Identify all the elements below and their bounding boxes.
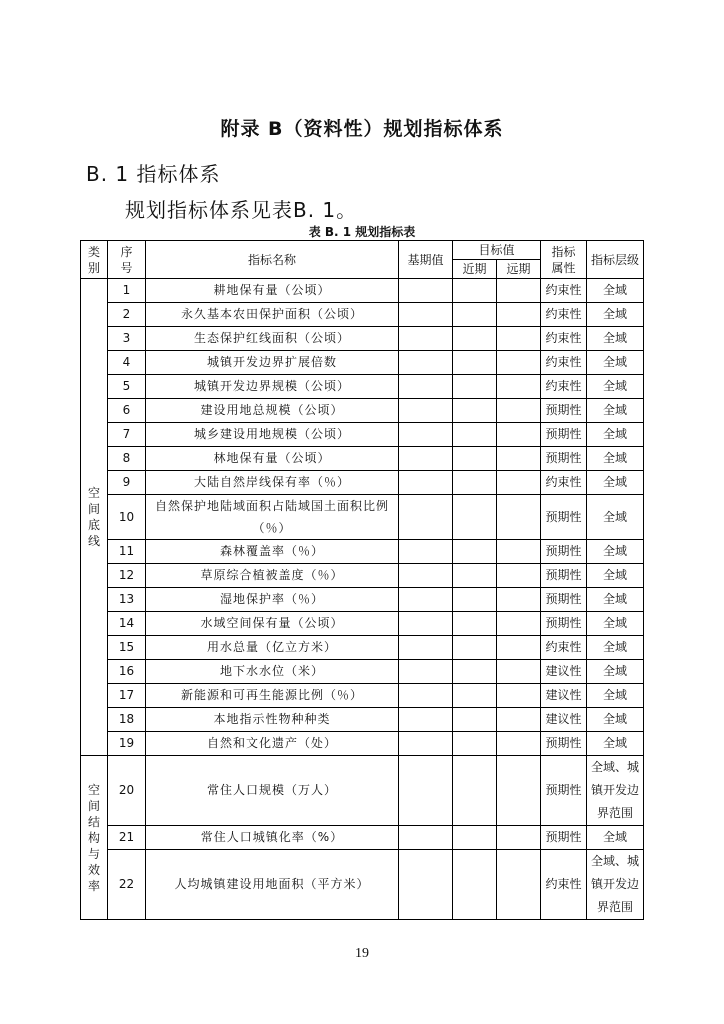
base-value-cell bbox=[399, 495, 453, 540]
near-value-cell bbox=[453, 423, 497, 447]
table-row bbox=[81, 708, 644, 732]
indicator-name-cell: 耕地保有量（公顷） bbox=[146, 279, 399, 303]
far-value-cell bbox=[497, 540, 541, 564]
near-value-cell bbox=[453, 471, 497, 495]
indicator-name-cell: 用水总量（亿立方米） bbox=[146, 636, 399, 660]
indicator-name-cell: 森林覆盖率（％） bbox=[146, 540, 399, 564]
attribute-cell: 预期性 bbox=[541, 826, 587, 850]
indicator-name-cell: 自然保护地陆域面积占陆域国土面积比例 （％） bbox=[146, 495, 399, 540]
seq-cell: 12 bbox=[108, 564, 146, 588]
attribute-cell: 建议性 bbox=[541, 660, 587, 684]
near-value-cell bbox=[453, 660, 497, 684]
table-row bbox=[81, 351, 644, 375]
indicator-table bbox=[80, 240, 644, 920]
seq-cell: 19 bbox=[108, 732, 146, 756]
near-value-cell bbox=[453, 399, 497, 423]
near-value-cell bbox=[453, 351, 497, 375]
indicator-name-cell: 城乡建设用地规模（公顷） bbox=[146, 423, 399, 447]
seq-cell: 11 bbox=[108, 540, 146, 564]
base-value-cell bbox=[399, 612, 453, 636]
seq-cell: 3 bbox=[108, 327, 146, 351]
attribute-cell: 建议性 bbox=[541, 708, 587, 732]
table-row bbox=[81, 636, 644, 660]
level-cell: 全域 bbox=[587, 588, 644, 612]
near-value-cell bbox=[453, 495, 497, 540]
level-cell: 全域 bbox=[587, 684, 644, 708]
near-value-cell bbox=[453, 540, 497, 564]
near-value-cell bbox=[453, 612, 497, 636]
attribute-cell: 约束性 bbox=[541, 351, 587, 375]
far-value-cell bbox=[497, 684, 541, 708]
far-value-cell bbox=[497, 826, 541, 850]
base-value-cell bbox=[399, 279, 453, 303]
base-value-cell bbox=[399, 660, 453, 684]
table-row bbox=[81, 732, 644, 756]
page-number: 19 bbox=[355, 946, 369, 961]
attribute-cell: 预期性 bbox=[541, 564, 587, 588]
indicator-name-cell: 建设用地总规模（公顷） bbox=[146, 399, 399, 423]
far-value-cell bbox=[497, 850, 541, 920]
table-row bbox=[81, 327, 644, 351]
near-value-cell bbox=[453, 588, 497, 612]
header-category: 类 别 bbox=[81, 241, 108, 279]
seq-cell: 22 bbox=[108, 850, 146, 920]
seq-cell: 10 bbox=[108, 495, 146, 540]
seq-cell: 6 bbox=[108, 399, 146, 423]
table-row bbox=[81, 279, 644, 303]
attribute-cell: 约束性 bbox=[541, 303, 587, 327]
indicator-name-cell: 生态保护红线面积（公顷） bbox=[146, 327, 399, 351]
base-value-cell bbox=[399, 471, 453, 495]
attribute-cell: 预期性 bbox=[541, 540, 587, 564]
seq-cell: 13 bbox=[108, 588, 146, 612]
seq-cell: 1 bbox=[108, 279, 146, 303]
base-value-cell bbox=[399, 423, 453, 447]
far-value-cell bbox=[497, 303, 541, 327]
far-value-cell bbox=[497, 327, 541, 351]
table-header-row bbox=[81, 241, 644, 260]
far-value-cell bbox=[497, 636, 541, 660]
table-row bbox=[81, 588, 644, 612]
base-value-cell bbox=[399, 351, 453, 375]
attribute-cell: 预期性 bbox=[541, 495, 587, 540]
far-value-cell bbox=[497, 588, 541, 612]
far-value-cell bbox=[497, 471, 541, 495]
far-value-cell bbox=[497, 375, 541, 399]
table-row bbox=[81, 850, 644, 920]
attribute-cell: 预期性 bbox=[541, 732, 587, 756]
table-body bbox=[81, 279, 644, 920]
seq-cell: 21 bbox=[108, 826, 146, 850]
section-heading: B. 1 指标体系 bbox=[86, 162, 221, 186]
attribute-cell: 约束性 bbox=[541, 850, 587, 920]
base-value-cell bbox=[399, 588, 453, 612]
indicator-name-cell: 自然和文化遗产（处） bbox=[146, 732, 399, 756]
attribute-cell: 预期性 bbox=[541, 423, 587, 447]
base-value-cell bbox=[399, 732, 453, 756]
header-name: 指标名称 bbox=[146, 241, 399, 279]
indicator-name-cell: 草原综合植被盖度（％） bbox=[146, 564, 399, 588]
attribute-cell: 约束性 bbox=[541, 279, 587, 303]
indicator-name-cell: 林地保有量（公顷） bbox=[146, 447, 399, 471]
base-value-cell bbox=[399, 327, 453, 351]
base-value-cell bbox=[399, 564, 453, 588]
header-far: 远期 bbox=[497, 260, 541, 279]
table-row bbox=[81, 564, 644, 588]
table-row bbox=[81, 660, 644, 684]
seq-cell: 20 bbox=[108, 756, 146, 826]
level-cell: 全域 bbox=[587, 375, 644, 399]
table-row bbox=[81, 375, 644, 399]
level-cell: 全域 bbox=[587, 447, 644, 471]
level-cell: 全域 bbox=[587, 660, 644, 684]
far-value-cell bbox=[497, 564, 541, 588]
table-row bbox=[81, 826, 644, 850]
table-row bbox=[81, 612, 644, 636]
level-cell: 全域、城 镇开发边 界范围 bbox=[587, 756, 644, 826]
seq-cell: 8 bbox=[108, 447, 146, 471]
seq-cell: 15 bbox=[108, 636, 146, 660]
far-value-cell bbox=[497, 423, 541, 447]
near-value-cell bbox=[453, 826, 497, 850]
indicator-name-cell: 新能源和可再生能源比例（％） bbox=[146, 684, 399, 708]
near-value-cell bbox=[453, 375, 497, 399]
indicator-name-cell: 水域空间保有量（公顷） bbox=[146, 612, 399, 636]
far-value-cell bbox=[497, 399, 541, 423]
far-value-cell bbox=[497, 447, 541, 471]
base-value-cell bbox=[399, 375, 453, 399]
level-cell: 全域 bbox=[587, 495, 644, 540]
level-cell: 全域 bbox=[587, 708, 644, 732]
indicator-name-cell: 城镇开发边界扩展倍数 bbox=[146, 351, 399, 375]
header-base: 基期值 bbox=[399, 241, 453, 279]
base-value-cell bbox=[399, 399, 453, 423]
level-cell: 全域 bbox=[587, 564, 644, 588]
attribute-cell: 预期性 bbox=[541, 756, 587, 826]
attribute-cell: 建议性 bbox=[541, 684, 587, 708]
indicator-name-cell: 大陆自然岸线保有率（％） bbox=[146, 471, 399, 495]
seq-cell: 9 bbox=[108, 471, 146, 495]
near-value-cell bbox=[453, 708, 497, 732]
far-value-cell bbox=[497, 660, 541, 684]
near-value-cell bbox=[453, 756, 497, 826]
seq-cell: 14 bbox=[108, 612, 146, 636]
near-value-cell bbox=[453, 732, 497, 756]
attribute-cell: 预期性 bbox=[541, 447, 587, 471]
attribute-cell: 约束性 bbox=[541, 327, 587, 351]
level-cell: 全域 bbox=[587, 423, 644, 447]
seq-cell: 16 bbox=[108, 660, 146, 684]
near-value-cell bbox=[453, 684, 497, 708]
header-level: 指标层级 bbox=[587, 241, 644, 279]
base-value-cell bbox=[399, 636, 453, 660]
table-row bbox=[81, 471, 644, 495]
base-value-cell bbox=[399, 708, 453, 732]
base-value-cell bbox=[399, 826, 453, 850]
indicator-name-cell: 城镇开发边界规模（公顷） bbox=[146, 375, 399, 399]
near-value-cell bbox=[453, 327, 497, 351]
level-cell: 全域 bbox=[587, 636, 644, 660]
base-value-cell bbox=[399, 756, 453, 826]
base-value-cell bbox=[399, 540, 453, 564]
level-cell: 全域 bbox=[587, 732, 644, 756]
seq-cell: 5 bbox=[108, 375, 146, 399]
indicator-name-cell: 人均城镇建设用地面积（平方米） bbox=[146, 850, 399, 920]
attribute-cell: 预期性 bbox=[541, 612, 587, 636]
near-value-cell bbox=[453, 303, 497, 327]
header-seq: 序 号 bbox=[108, 241, 146, 279]
level-cell: 全域 bbox=[587, 399, 644, 423]
indicator-name-cell: 湿地保护率（％） bbox=[146, 588, 399, 612]
seq-cell: 2 bbox=[108, 303, 146, 327]
far-value-cell bbox=[497, 732, 541, 756]
level-cell: 全域 bbox=[587, 471, 644, 495]
indicator-name-cell: 本地指示性物种种类 bbox=[146, 708, 399, 732]
near-value-cell bbox=[453, 564, 497, 588]
base-value-cell bbox=[399, 684, 453, 708]
level-cell: 全域 bbox=[587, 351, 644, 375]
level-cell: 全域、城 镇开发边 界范围 bbox=[587, 850, 644, 920]
appendix-title: 附录 B（资料性）规划指标体系 bbox=[220, 118, 504, 140]
far-value-cell bbox=[497, 279, 541, 303]
seq-cell: 17 bbox=[108, 684, 146, 708]
table-row bbox=[81, 540, 644, 564]
indicator-name-cell: 常住人口规模（万人） bbox=[146, 756, 399, 826]
header-near: 近期 bbox=[453, 260, 497, 279]
level-cell: 全域 bbox=[587, 279, 644, 303]
base-value-cell bbox=[399, 447, 453, 471]
seq-cell: 4 bbox=[108, 351, 146, 375]
table-row bbox=[81, 756, 644, 826]
table-row bbox=[81, 399, 644, 423]
attribute-cell: 约束性 bbox=[541, 375, 587, 399]
table-caption: 表 B. 1 规划指标表 bbox=[308, 225, 416, 239]
near-value-cell bbox=[453, 636, 497, 660]
attribute-cell: 约束性 bbox=[541, 471, 587, 495]
table-row bbox=[81, 684, 644, 708]
indicator-name-cell: 永久基本农田保护面积（公顷） bbox=[146, 303, 399, 327]
indicator-name-cell: 地下水水位（米） bbox=[146, 660, 399, 684]
table-row bbox=[81, 447, 644, 471]
attribute-cell: 预期性 bbox=[541, 588, 587, 612]
indicator-name-cell: 常住人口城镇化率（%） bbox=[146, 826, 399, 850]
table-row bbox=[81, 423, 644, 447]
level-cell: 全域 bbox=[587, 303, 644, 327]
near-value-cell bbox=[453, 850, 497, 920]
attribute-cell: 约束性 bbox=[541, 636, 587, 660]
far-value-cell bbox=[497, 756, 541, 826]
level-cell: 全域 bbox=[587, 612, 644, 636]
far-value-cell bbox=[497, 495, 541, 540]
category-cell: 空 间 结 构 与 效 率 bbox=[81, 756, 108, 920]
body-paragraph: 规划指标体系见表B. 1。 bbox=[125, 198, 358, 222]
seq-cell: 7 bbox=[108, 423, 146, 447]
base-value-cell bbox=[399, 850, 453, 920]
level-cell: 全域 bbox=[587, 826, 644, 850]
far-value-cell bbox=[497, 351, 541, 375]
far-value-cell bbox=[497, 708, 541, 732]
table-row bbox=[81, 303, 644, 327]
attribute-cell: 预期性 bbox=[541, 399, 587, 423]
table-row bbox=[81, 495, 644, 540]
header-attr: 指标 属性 bbox=[541, 241, 587, 279]
seq-cell: 18 bbox=[108, 708, 146, 732]
near-value-cell bbox=[453, 447, 497, 471]
level-cell: 全域 bbox=[587, 540, 644, 564]
base-value-cell bbox=[399, 303, 453, 327]
header-target: 目标值 bbox=[453, 241, 541, 260]
category-cell: 空 间 底 线 bbox=[81, 279, 108, 756]
near-value-cell bbox=[453, 279, 497, 303]
level-cell: 全域 bbox=[587, 327, 644, 351]
far-value-cell bbox=[497, 612, 541, 636]
